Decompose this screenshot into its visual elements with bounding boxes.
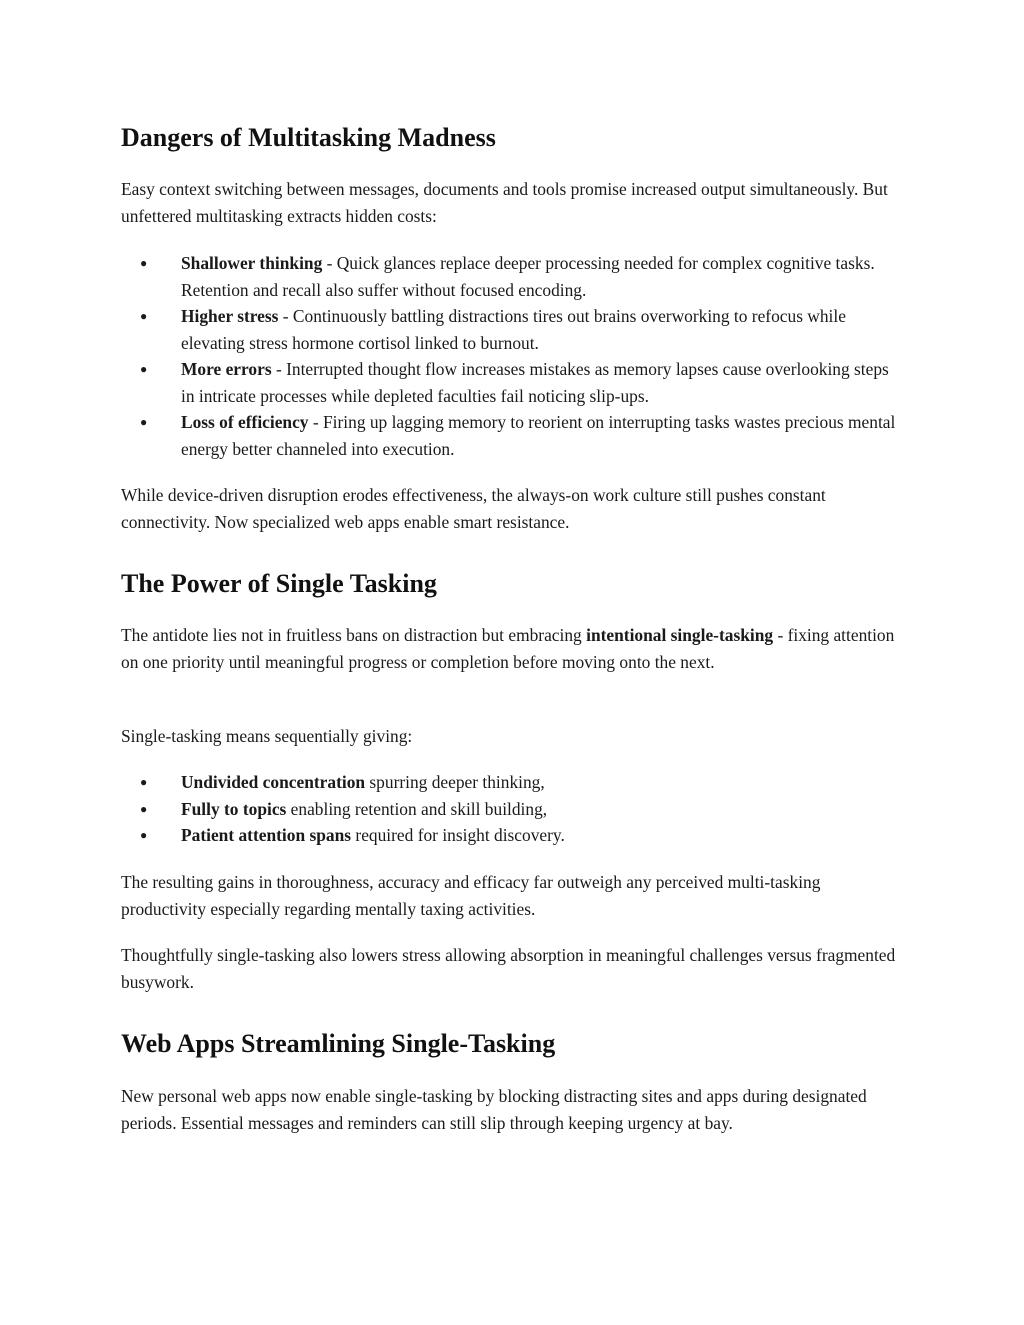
- list-item: [121, 822, 906, 849]
- list-item-text: required for insight discovery.: [351, 825, 565, 845]
- list-item-term: Fully to topics: [181, 798, 287, 819]
- heading-power-single-tasking: The Power of Single Tasking: [121, 569, 437, 598]
- list-item-term: Higher stress: [181, 306, 279, 326]
- text-span: The antidote lies not in fruitless bans on distraction but embracing: [121, 625, 587, 645]
- list-item-text: - Continuously battling distractions tires out brains overworking to refocus while elevating stress hormone cortisol linked to burnout.: [181, 306, 846, 353]
- bullet-icon: ●: [140, 415, 148, 429]
- list-costs: [121, 250, 906, 462]
- paragraph-web-apps: New personal web apps now enable single-tasking by blocking distracting sites and apps during designated periods. Essential messages and reminders can still slip through keeping urgency at bay.: [121, 1086, 867, 1133]
- list-item-term: Shallower thinking: [181, 253, 323, 273]
- heading-dangers: Dangers of Multitasking Madness: [121, 123, 496, 152]
- paragraph-lowers-stress: Thoughtfully single-tasking also lowers stress allowing absorption in meaningful challenges versus fragmented busywork.: [121, 945, 896, 992]
- bullet-icon: ●: [140, 801, 148, 816]
- list-item-text: - Interrupted thought flow increases mistakes as memory lapses cause overlooking steps in intricate processes while depleted faculties fail noticing slip-ups.: [181, 359, 889, 406]
- list-item: [121, 769, 906, 796]
- list-item: [121, 250, 906, 303]
- list-item: [121, 796, 906, 823]
- paragraph-sequential: Single-tasking means sequentially giving:: [121, 726, 413, 746]
- list-item: [121, 303, 906, 356]
- list-item-term: Loss of efficiency: [181, 412, 309, 432]
- list-item-term: Undivided concentration: [181, 772, 366, 792]
- list-item-text: - Firing up lagging memory to reorient on interrupting tasks wastes precious mental energy better channeled into execution.: [181, 412, 896, 459]
- bullet-icon: ●: [140, 256, 148, 270]
- list-item-text: - Quick glances replace deeper processing needed for complex cognitive tasks. Retention and recall also suffer without focused encoding.: [181, 253, 875, 300]
- paragraph-gains: The resulting gains in thoroughness, accuracy and efficacy far outweigh any perceived multi-tasking productivity especially regarding mentally taxing activities.: [121, 872, 821, 919]
- list-item: [121, 356, 906, 409]
- list-item-text: enabling retention and skill building,: [286, 798, 548, 819]
- text-span: - fixing attention on one priority until meaningful progress or completion before moving onto the next.: [121, 625, 895, 672]
- bullet-icon: ●: [140, 362, 148, 376]
- paragraph-intro: Easy context switching between messages, documents and tools promise increased output simultaneously. But unfettered multitasking extracts hidden costs:: [121, 179, 888, 226]
- bullet-icon: ●: [140, 828, 148, 842]
- paragraph-outro: While device-driven disruption erodes effectiveness, the always-on work culture still pushes constant connectivity. Now specialized web apps enable smart resistance.: [121, 485, 826, 532]
- list-item-term: Patient attention spans: [181, 825, 352, 845]
- bold-term: intentional single-tasking: [586, 625, 774, 645]
- bullet-icon: ●: [140, 309, 148, 323]
- list-item-text: spurring deeper thinking,: [365, 772, 545, 792]
- paragraph-antidote: [121, 622, 906, 675]
- list-single-tasking: [121, 769, 906, 849]
- list-item: [121, 409, 906, 462]
- list-item-term: More errors: [181, 359, 272, 379]
- bullet-icon: ●: [140, 775, 148, 789]
- heading-web-apps: Web Apps Streamlining Single-Tasking: [121, 1029, 556, 1058]
